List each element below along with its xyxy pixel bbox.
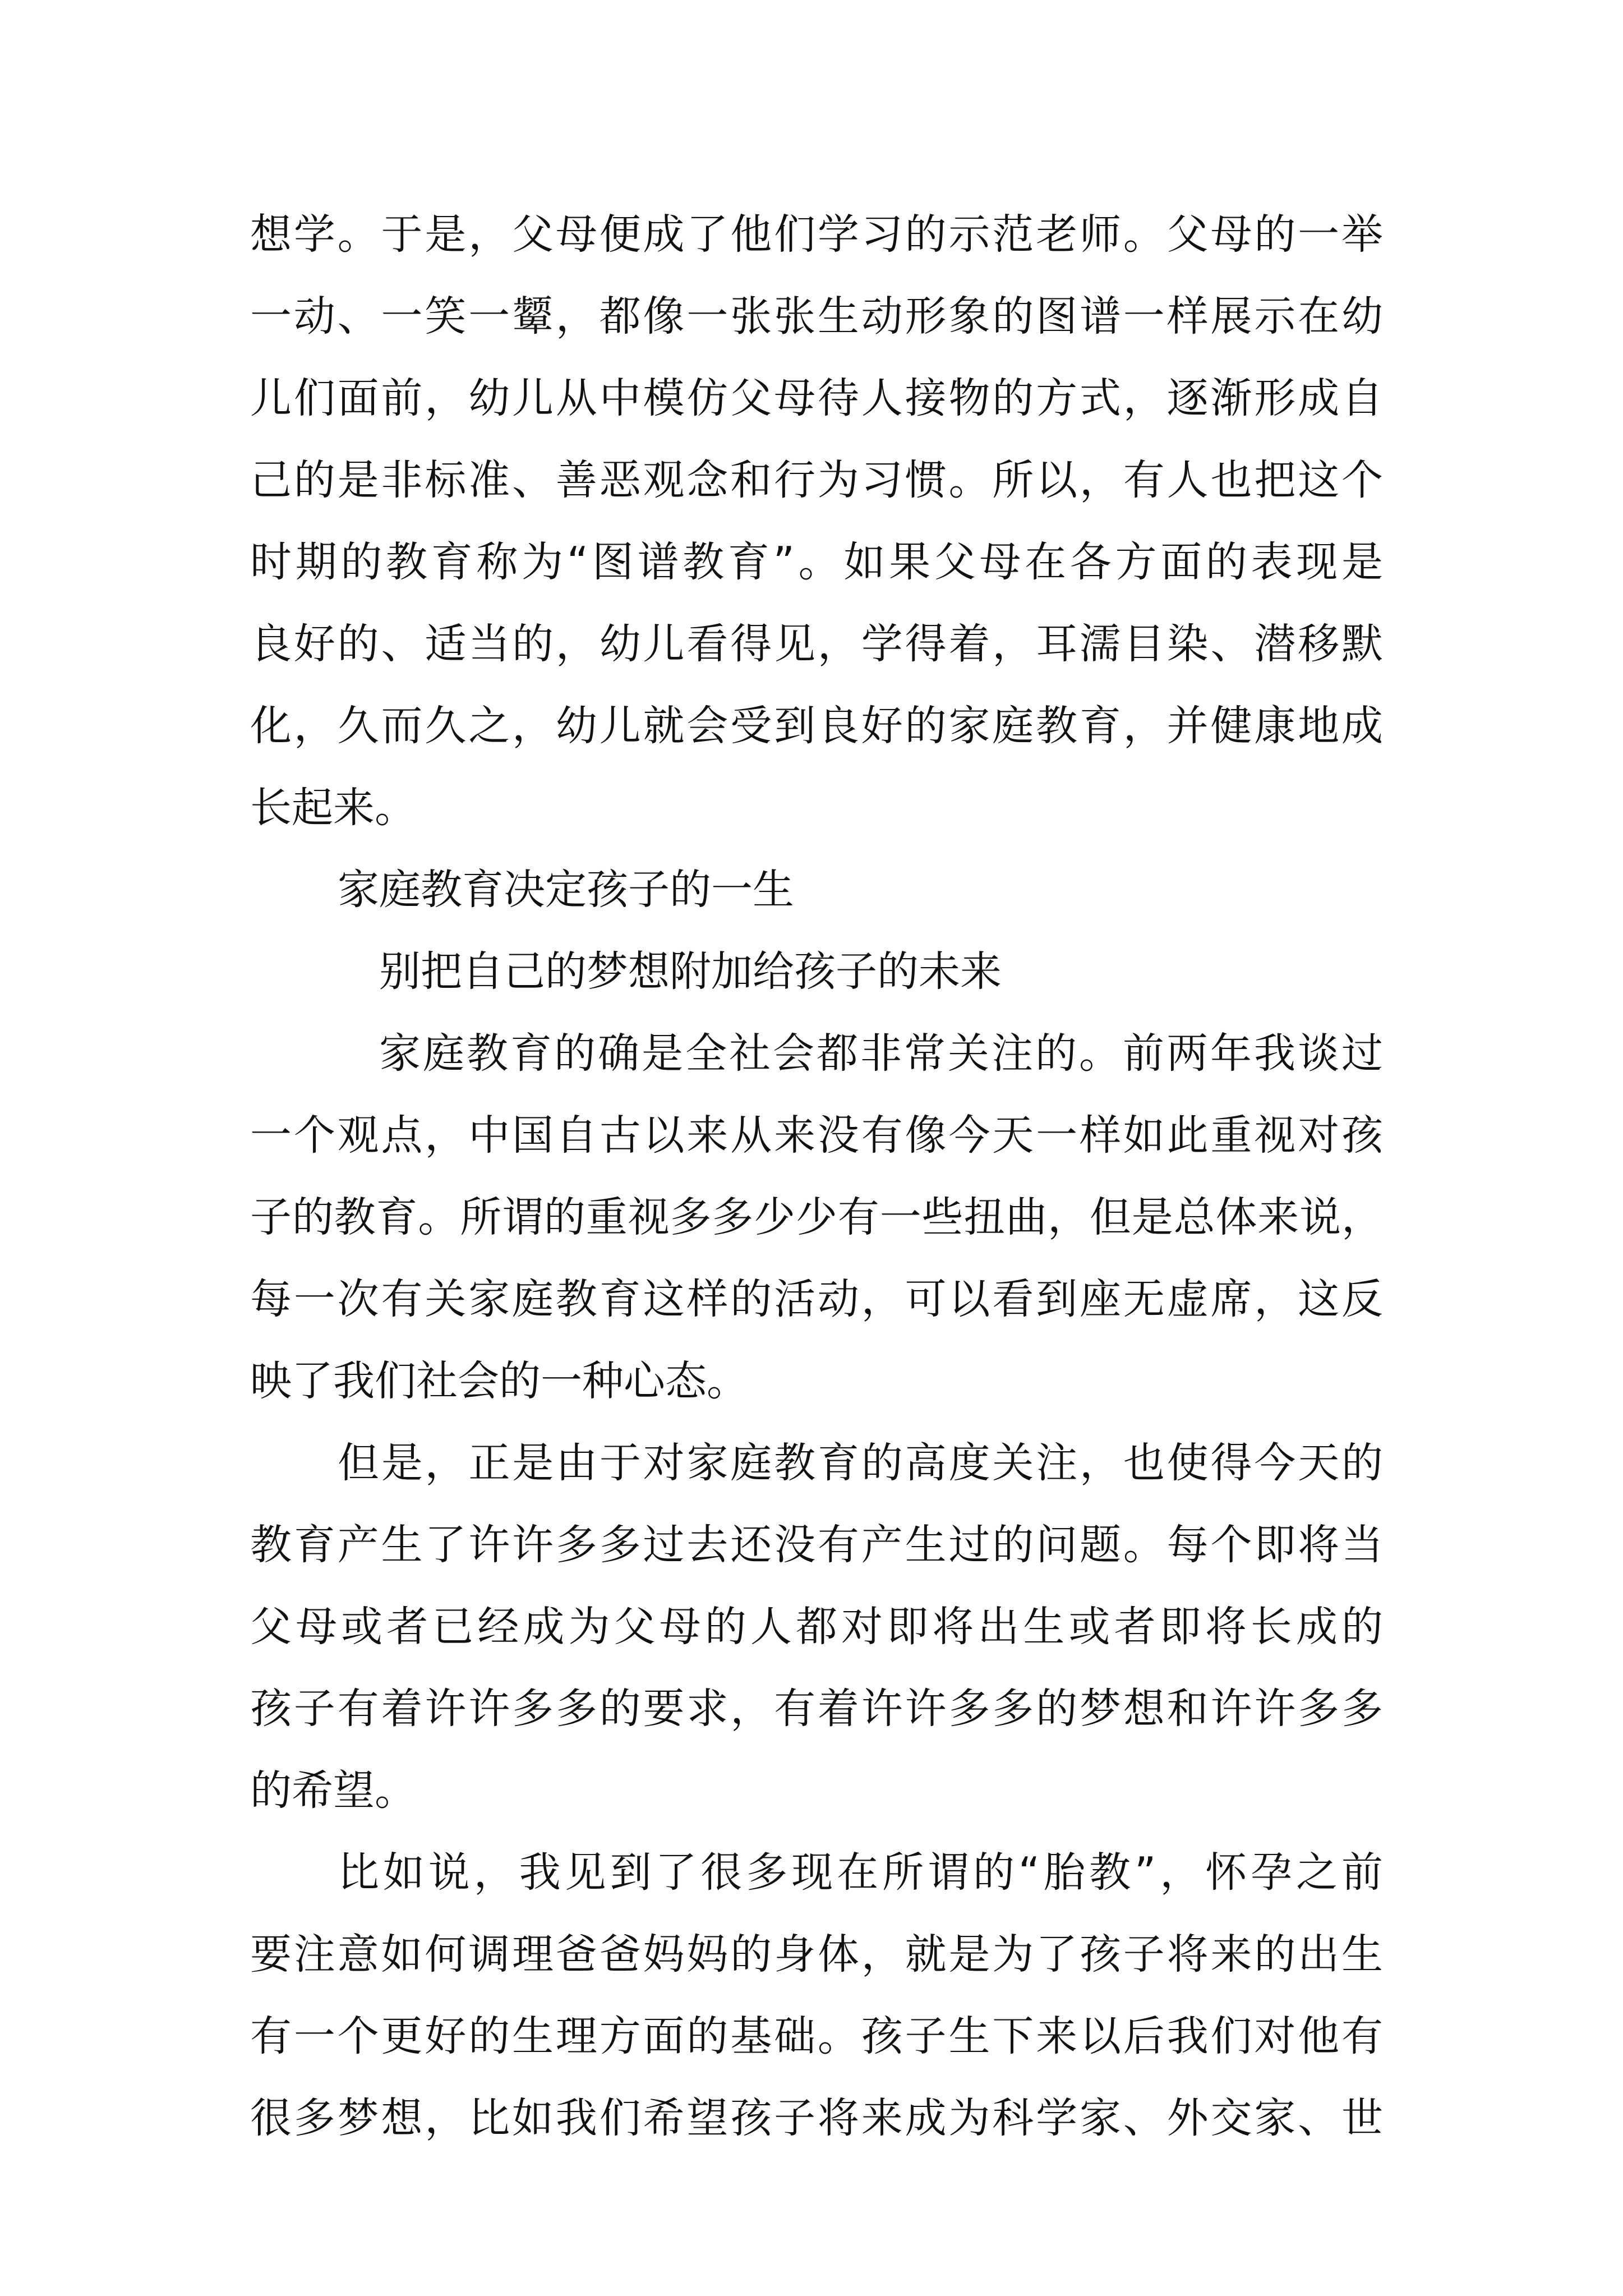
text-line: 一个观点，中国自古以来从来没有像今天一样如此重视对孩 [250, 1111, 1383, 1159]
text-line: 父母或者已经成为父母的人都对即将出生或者即将长成的 [250, 1603, 1383, 1651]
text-line: 但是，正是由于对家庭教育的高度关注，也使得今天的 [338, 1439, 1383, 1487]
text-line: 化，久而久之，幼儿就会受到良好的家庭教育，并健康地成 [250, 702, 1383, 750]
text-line: 子的教育。所谓的重视多多少少有一些扭曲，但是总体来说， [250, 1193, 1383, 1241]
text-line: 要注意如何调理爸爸妈妈的身体，就是为了孩子将来的出生 [250, 1930, 1383, 1978]
text-line: 家庭教育的确是全社会都非常关注的。前两年我谈过 [379, 1029, 1383, 1078]
text-line: 有一个更好的生理方面的基础。孩子生下来以后我们对他有 [250, 2012, 1383, 2060]
text-line: 映了我们社会的一种心态。 [250, 1357, 748, 1405]
text-line: 想学。于是，父母便成了他们学习的示范老师。父母的一举 [250, 210, 1383, 259]
text-line: 良好的、适当的，幼儿看得见，学得着，耳濡目染、潜移默 [250, 620, 1383, 668]
heading-line: 家庭教育决定孩子的一生 [338, 866, 794, 914]
text-line: 己的是非标准、善恶观念和行为习惯。所以，有人也把这个 [250, 456, 1383, 504]
text-line: 儿们面前，幼儿从中模仿父母待人接物的方式，逐渐形成自 [250, 374, 1383, 422]
text-line: 的希望。 [250, 1766, 416, 1815]
text-line: 比如说，我见到了很多现在所谓的“胎教”，怀孕之前 [338, 1848, 1383, 1897]
text-line: 时期的教育称为“图谱教育”。如果父母在各方面的表现是 [250, 538, 1383, 586]
heading-line: 别把自己的梦想附加给孩子的未来 [379, 947, 1002, 996]
text-line: 每一次有关家庭教育这样的活动，可以看到座无虚席，这反 [250, 1275, 1383, 1323]
text-line: 孩子有着许许多多的要求，有着许许多多的梦想和许许多多 [250, 1685, 1383, 1733]
text-line: 一动、一笑一颦，都像一张张生动形象的图谱一样展示在幼 [250, 292, 1383, 341]
text-line: 教育产生了许许多多过去还没有产生过的问题。每个即将当 [250, 1521, 1383, 1569]
text-line: 长起来。 [250, 784, 416, 832]
text-line: 很多梦想，比如我们希望孩子将来成为科学家、外交家、世 [250, 2094, 1383, 2142]
